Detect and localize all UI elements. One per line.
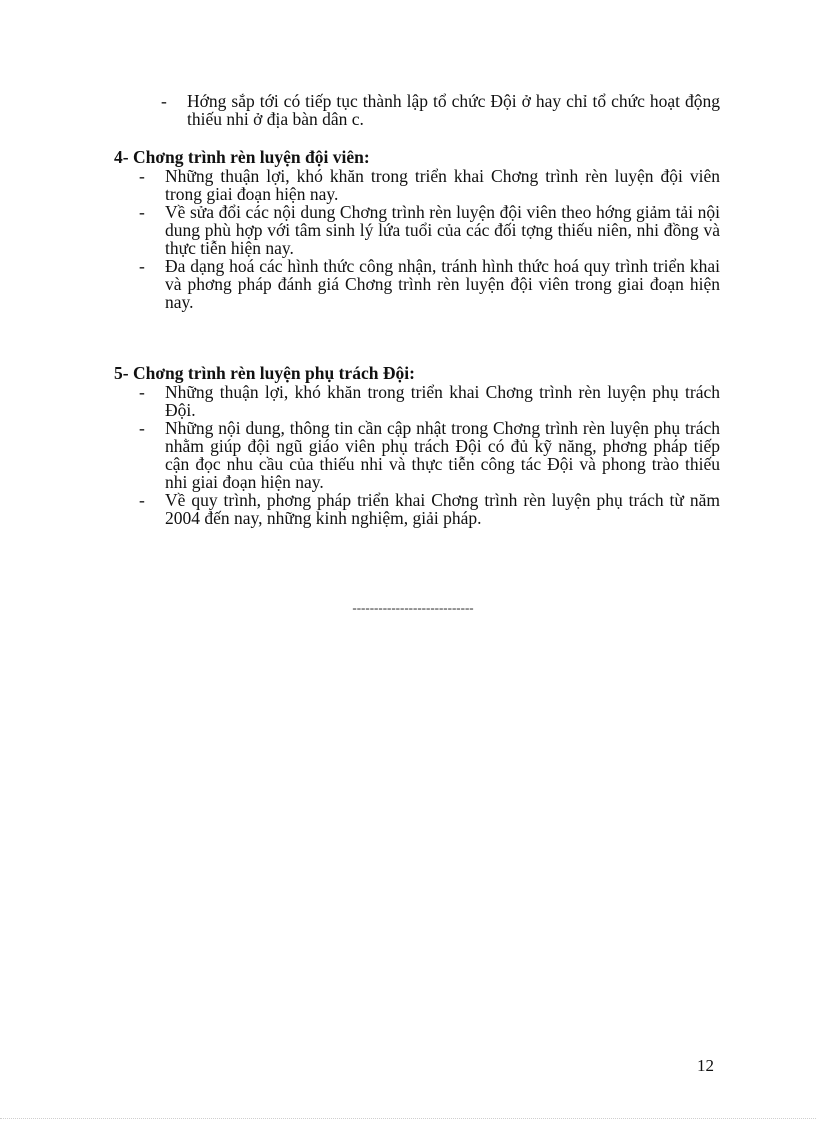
list-item-text: Những thuận lợi, khó khăn trong triển khai Chơng trình rèn luyện phụ trách Đội. bbox=[165, 382, 720, 420]
list-item-text: Những thuận lợi, khó khăn trong triển khai Chơng trình rèn luyện đội viên trong giai đoạn hiện nay. bbox=[165, 166, 720, 204]
list-item-text: Về sửa đổi các nội dung Chơng trình rèn luyện đội viên theo hớng giảm tải nội dung phù hợp với tâm sinh lý lứa tuổi của các đối tợng thiếu niên, nhi đồng và thực tiễn hiện nay. bbox=[165, 202, 720, 258]
intro-list-item bbox=[114, 92, 720, 128]
section-4-heading: 4- Chơng trình rèn luyện đội viên: bbox=[114, 147, 370, 167]
list-item-text: Những nội dung, thông tin cần cập nhật trong Chơng trình rèn luyện phụ trách nhằm giúp đội ngũ giáo viên phụ trách Đội có đủ kỹ năng, phơng pháp tiếp cận đọc nhu cầu của thiếu nhi và thực tiễn công tác Đội và phong trào thiếu nhi giai đoạn hiện nay. bbox=[165, 418, 720, 492]
section-separator: ---------------------------- bbox=[352, 600, 474, 615]
page-bottom-edge bbox=[0, 1118, 816, 1119]
section-5-heading: 5- Chơng trình rèn luyện phụ trách Đội: bbox=[114, 363, 415, 383]
list-item bbox=[114, 257, 720, 311]
list-item-text: Về quy trình, phơng pháp triển khai Chơng trình rèn luyện phụ trách từ năm 2004 đến nay, những kinh nghiệm, giải pháp. bbox=[165, 490, 720, 528]
list-item-text: Hớng sắp tới có tiếp tục thành lập tổ chức Đội ở hay chỉ tổ chức hoạt động thiếu nhi ở địa bàn dân c. bbox=[187, 91, 720, 129]
list-dash: - bbox=[161, 91, 167, 111]
list-item bbox=[114, 167, 720, 203]
list-item bbox=[114, 203, 720, 257]
list-item bbox=[114, 419, 720, 491]
list-dash: - bbox=[139, 256, 145, 276]
list-dash: - bbox=[139, 166, 145, 186]
list-item bbox=[114, 491, 720, 527]
document-body bbox=[114, 92, 720, 527]
list-dash: - bbox=[139, 490, 145, 510]
list-item-text: Đa dạng hoá các hình thức công nhận, tránh hình thức hoá quy trình triển khai và phơng pháp đánh giá Chơng trình rèn luyện đội viên trong giai đoạn hiện nay. bbox=[165, 256, 720, 312]
list-dash: - bbox=[139, 202, 145, 222]
list-item bbox=[114, 383, 720, 419]
list-dash: - bbox=[139, 418, 145, 438]
page-number: 12 bbox=[697, 1056, 714, 1075]
list-dash: - bbox=[139, 382, 145, 402]
